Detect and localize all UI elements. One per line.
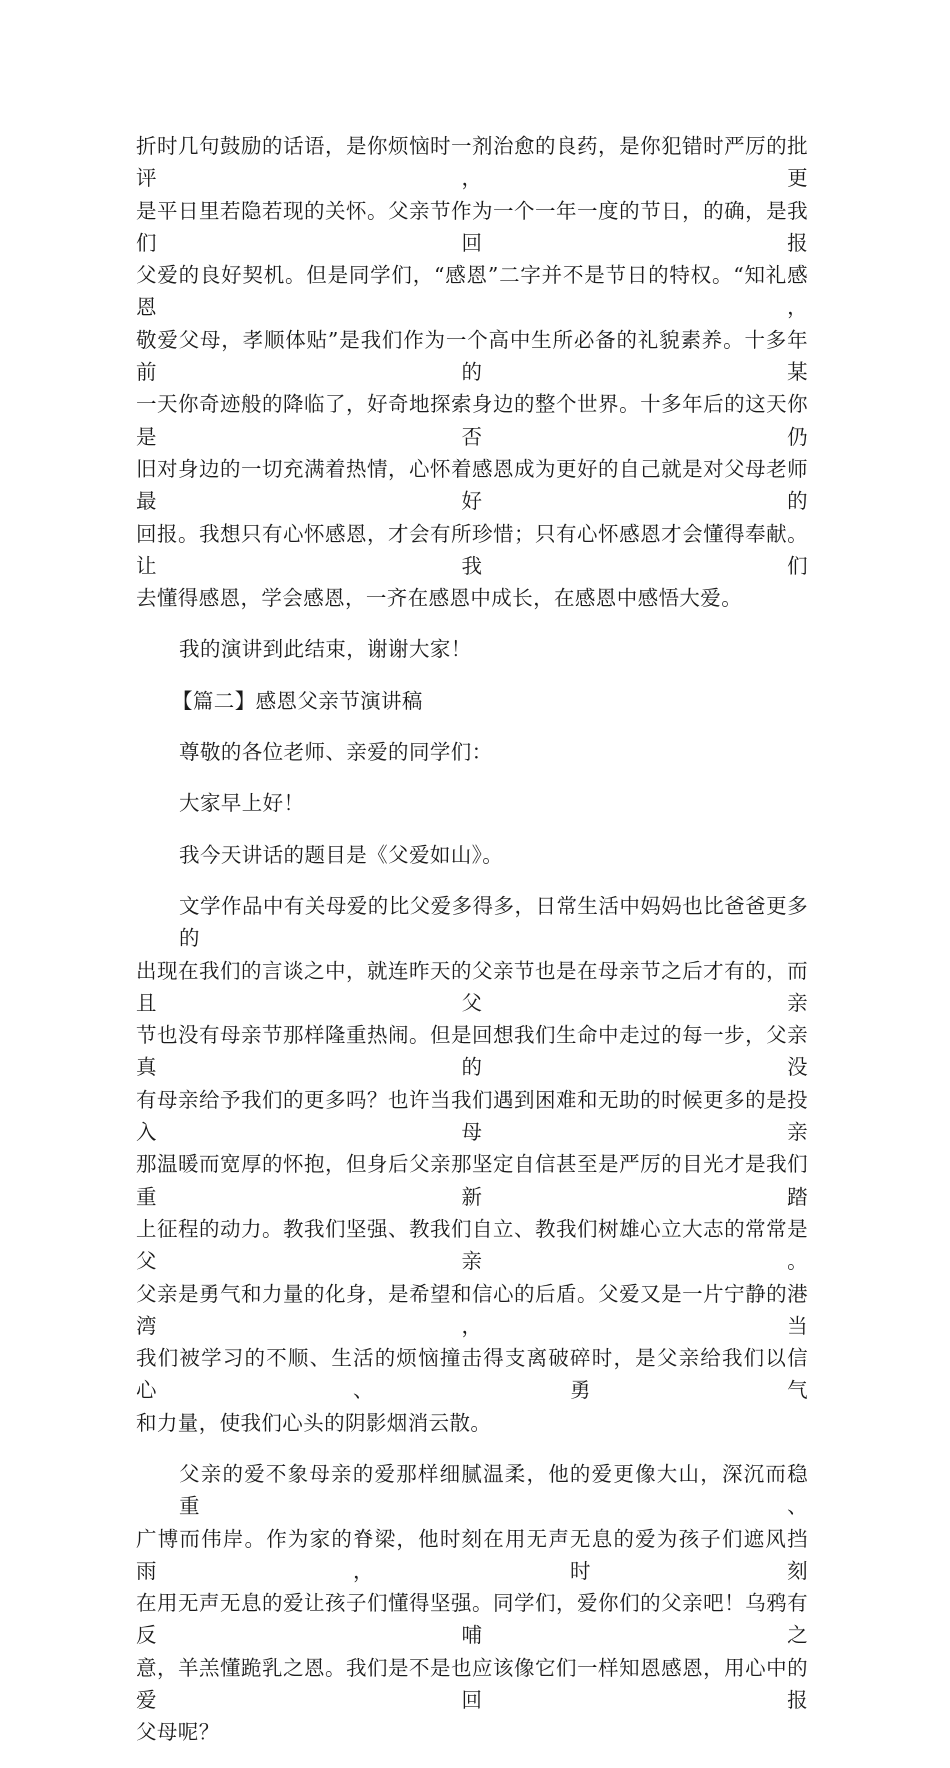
text-line: 是平日里若隐若现的关怀。父亲节作为一个一年一度的节日，的确，是我们回报: [136, 198, 808, 255]
text-line: 父母呢？: [136, 1720, 220, 1745]
body-paragraph: [136, 890, 808, 1439]
text-line: 意，羊羔懂跪乳之恩。我们是不是也应该像它们一样知恩感恩，用心中的爱回报: [136, 1655, 808, 1713]
text-line: 旧对身边的一切充满着热情，心怀着感恩成为更好的自己就是对父母老师最好的: [136, 456, 808, 514]
text-line: 一天你奇迹般的降临了，好奇地探索身边的整个世界。十多年后的这天你是否仍: [136, 392, 808, 449]
text-line: 出现在我们的言谈之中，就连昨天的父亲节也是在母亲节之后才有的，而且父亲: [136, 958, 808, 1015]
text-line: 那温暖而宽厚的怀抱，但身后父亲那坚定自信甚至是严厉的目光才是我们重新踏: [136, 1152, 808, 1209]
speech-title-line: 我今天讲话的题目是《父爱如山》。: [179, 842, 504, 867]
text-line: 有母亲给予我们的更多吗？也许当我们遇到困难和无助的时候更多的是投入母亲: [136, 1087, 808, 1145]
text-line: 在用无声无息的爱让孩子们懂得坚强。同学们，爱你们的父亲吧！乌鸦有反哺之: [136, 1591, 808, 1648]
text-line: 敬爱父母，孝顺体贴”是我们作为一个高中生所必备的礼貌素养。十多年前的某: [136, 327, 808, 385]
closing-line: 我的演讲到此结束，谢谢大家！: [179, 637, 472, 662]
greeting: 大家早上好！: [179, 791, 305, 816]
text-line: 回报。我想只有心怀感恩，才会有所珍惜；只有心怀感恩才会懂得奉献。让我们: [136, 521, 808, 578]
text-line: 上征程的动力。教我们坚强、教我们自立、教我们树雄心立大志的常常是父亲。: [136, 1216, 808, 1274]
section-heading: 【篇二】感恩父亲节演讲稿: [172, 688, 423, 713]
text-line: 父亲是勇气和力量的化身，是希望和信心的后盾。父爱又是一片宁静的港湾，当: [136, 1281, 808, 1338]
text-line: 广博而伟岸。作为家的脊梁，他时刻在用无声无息的爱为孩子们遮风挡雨，时刻: [136, 1526, 808, 1583]
text-line: 去懂得感恩，学会感恩，一齐在感恩中成长，在感恩中感悟大爱。: [136, 586, 743, 611]
text-line: 折时几句鼓励的话语，是你烦恼时一剂治愈的良药，是你犯错时严厉的批评，更: [136, 134, 808, 191]
body-paragraph: [136, 130, 808, 614]
text-line: 和力量，使我们心头的阴影烟消云散。: [136, 1410, 492, 1435]
text-line: 文学作品中有关母爱的比父爱多得多，日常生活中妈妈也比爸爸更多的: [179, 893, 808, 951]
text-line: 我们被学习的不顺、生活的烦恼撞击得支离破碎时，是父亲给我们以信心、勇气: [136, 1346, 808, 1403]
text-line: 父爱的良好契机。但是同学们，“感恩”二字并不是节日的特权。“知礼感恩，: [136, 263, 808, 320]
body-paragraph: [136, 1458, 808, 1749]
text-line: 节也没有母亲节那样隆重热闹。但是回想我们生命中走过的每一步，父亲真的没: [136, 1023, 808, 1080]
text-line: 父亲的爱不象母亲的爱那样细腻温柔，他的爱更像大山，深沉而稳重、: [179, 1461, 808, 1519]
document-body: [136, 130, 808, 1768]
salutation: 尊敬的各位老师、亲爱的同学们：: [179, 740, 493, 765]
